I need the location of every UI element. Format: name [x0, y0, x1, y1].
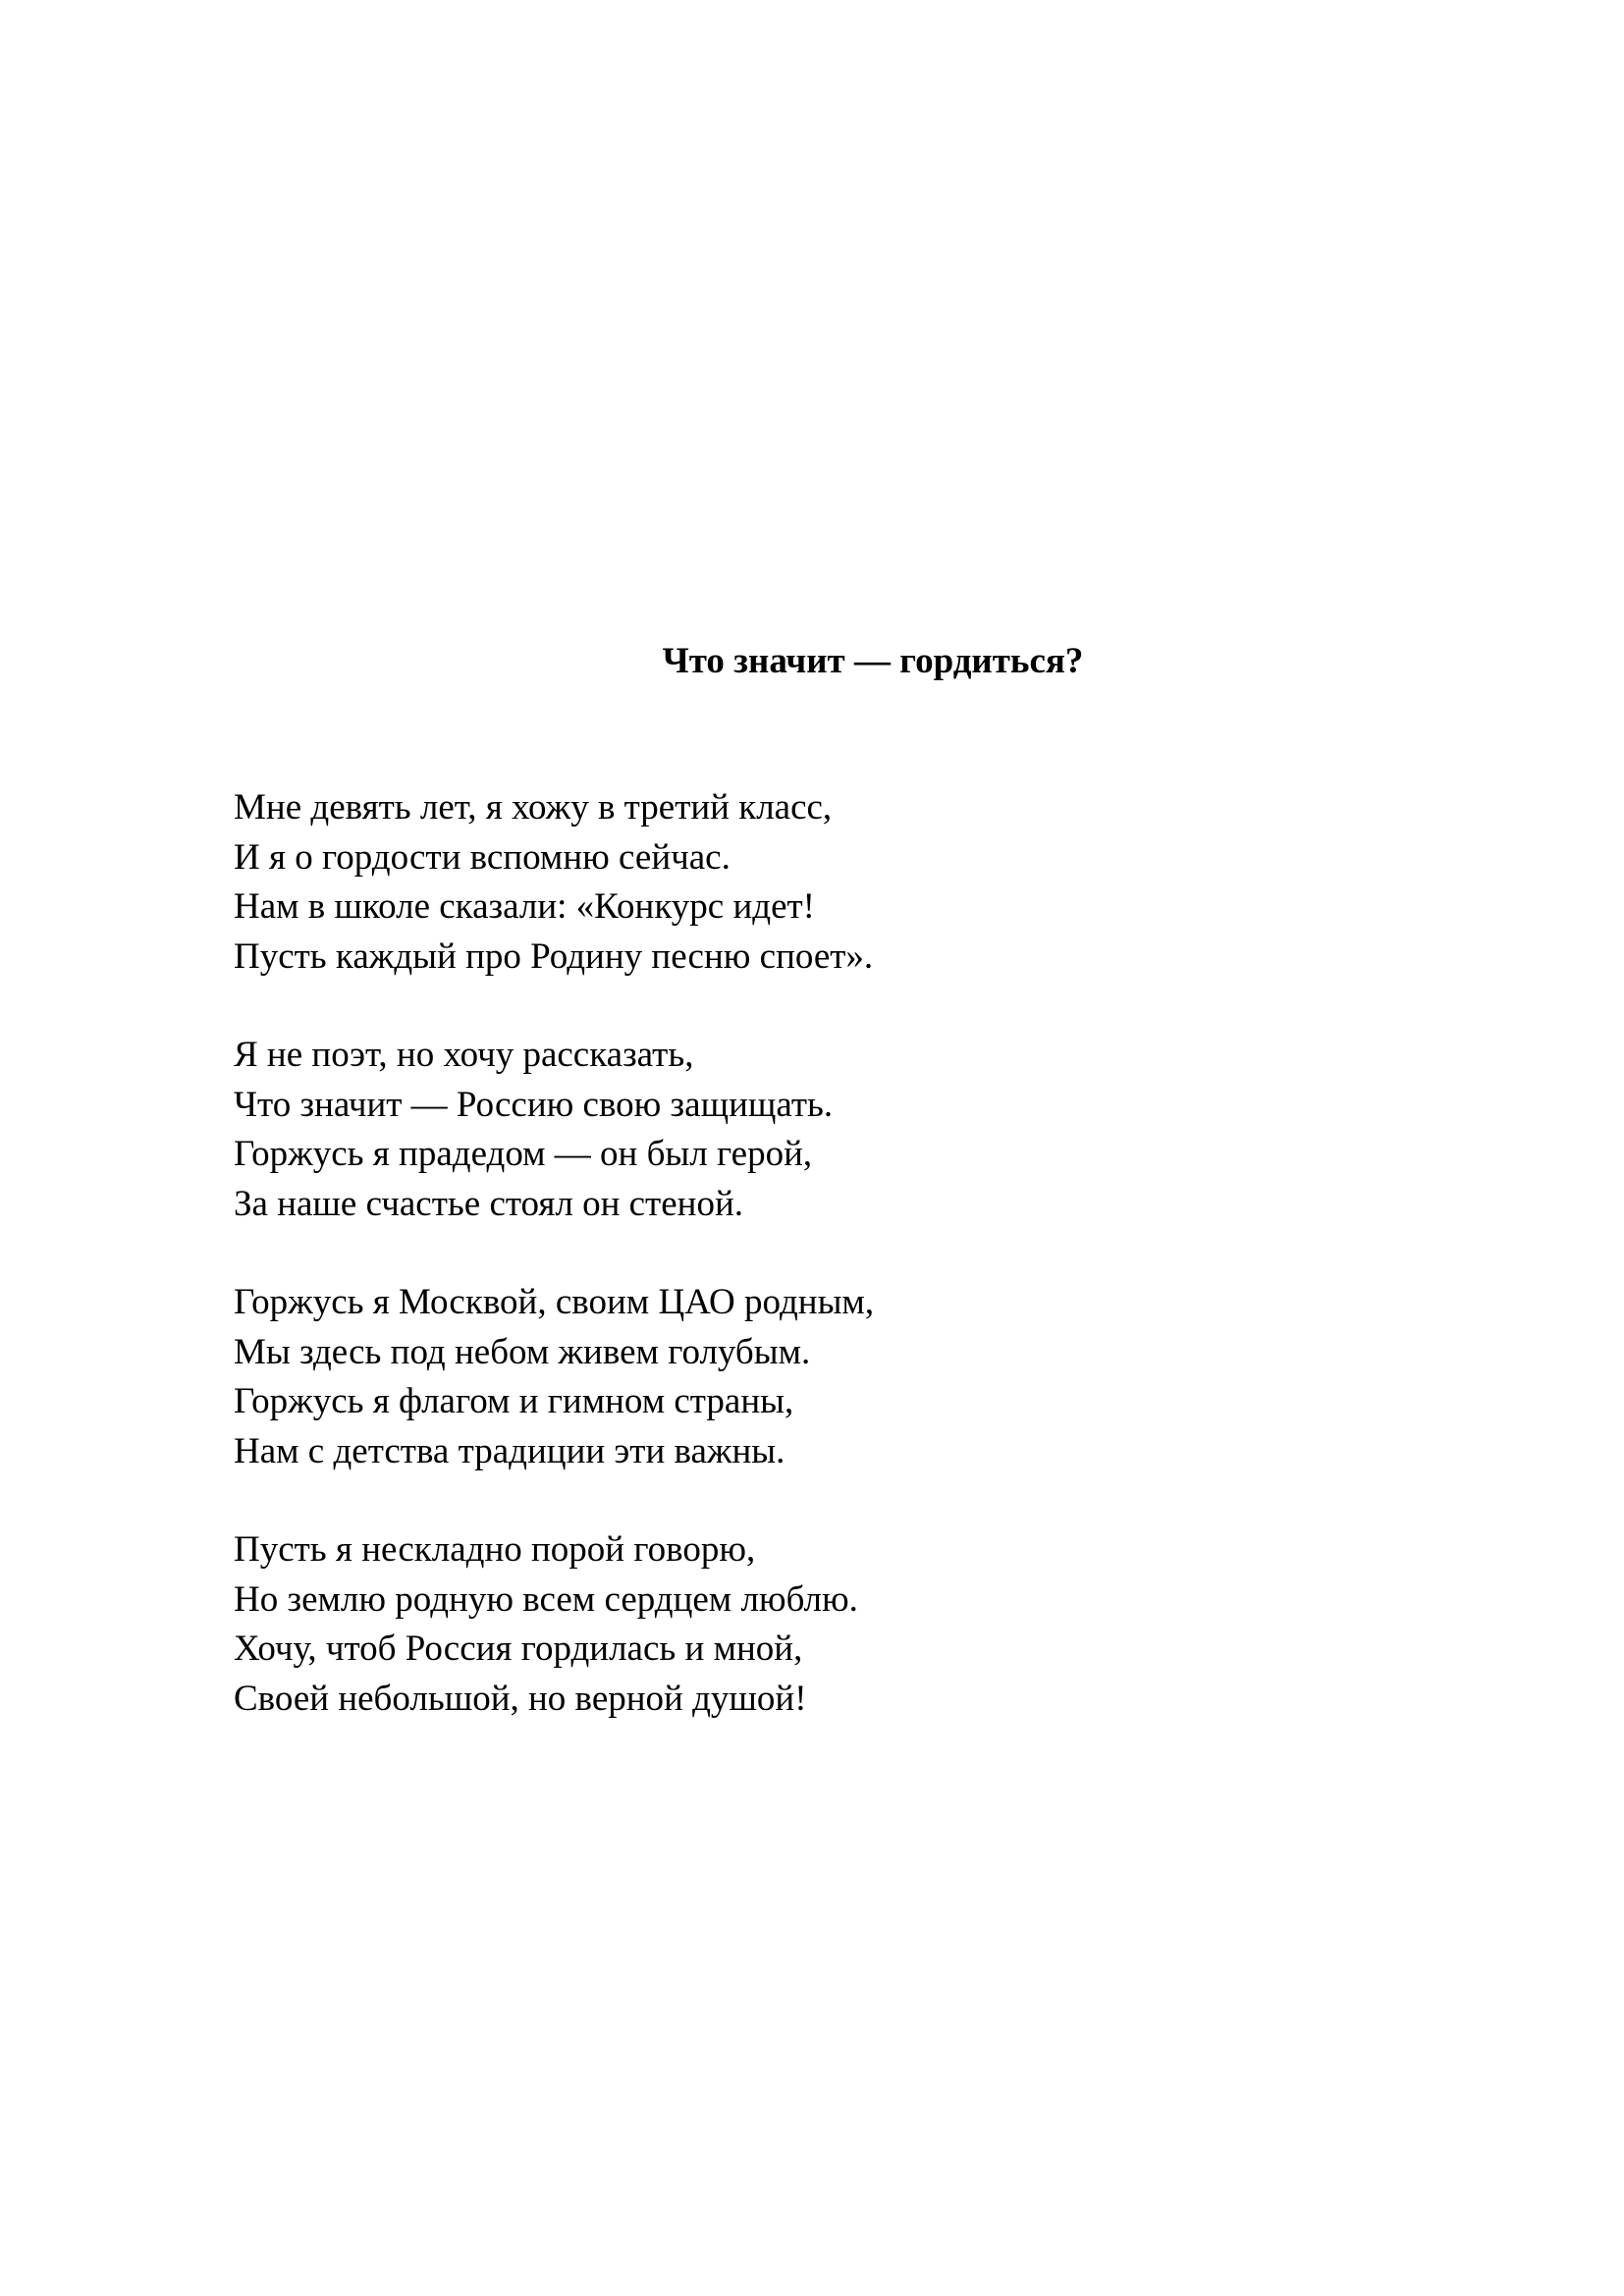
verse-line: Нам в школе сказали: «Конкурс идет!	[234, 886, 815, 927]
verse-line: Что значит — Россию свою защищать.	[234, 1084, 834, 1125]
verse-line: Хочу, чтоб Россия гордилась и мной,	[234, 1629, 803, 1669]
verse-line: Я не поэт, но хочу рассказать,	[234, 1035, 694, 1075]
stanza-2	[234, 1031, 1412, 1229]
verse-line: За наше счастье стоял он стеной.	[234, 1183, 743, 1224]
verse-line: Мы здесь под небом живем голубым.	[234, 1331, 811, 1372]
verse-line: Горжусь я Москвой, своим ЦАО родным,	[234, 1282, 875, 1322]
verse-line: Но землю родную всем сердцем люблю.	[234, 1578, 858, 1620]
verse-line: Горжусь я флагом и гимном страны,	[234, 1381, 794, 1421]
stanza-4	[234, 1525, 1412, 1724]
verse-line: Пусть каждый про Родину песню споет».	[234, 935, 874, 977]
verse-line: Пусть я нескладно порой говорю,	[234, 1529, 756, 1570]
verse-line: И я о гордости вспомню сейчас.	[234, 836, 731, 878]
stanza-3	[234, 1278, 1412, 1476]
verse-line: Мне девять лет, я хожу в третий класс,	[234, 787, 833, 828]
verse-line: Нам с детства традиции эти важны.	[234, 1430, 785, 1471]
verse-line: Горжусь я прадедом — он был герой,	[234, 1134, 813, 1174]
verse-line: Своей небольшой, но верной душой!	[234, 1678, 807, 1719]
poem-body	[234, 783, 1412, 1773]
stanza-1	[234, 783, 1412, 982]
poem-title: Что значит — гордиться?	[662, 641, 1084, 681]
